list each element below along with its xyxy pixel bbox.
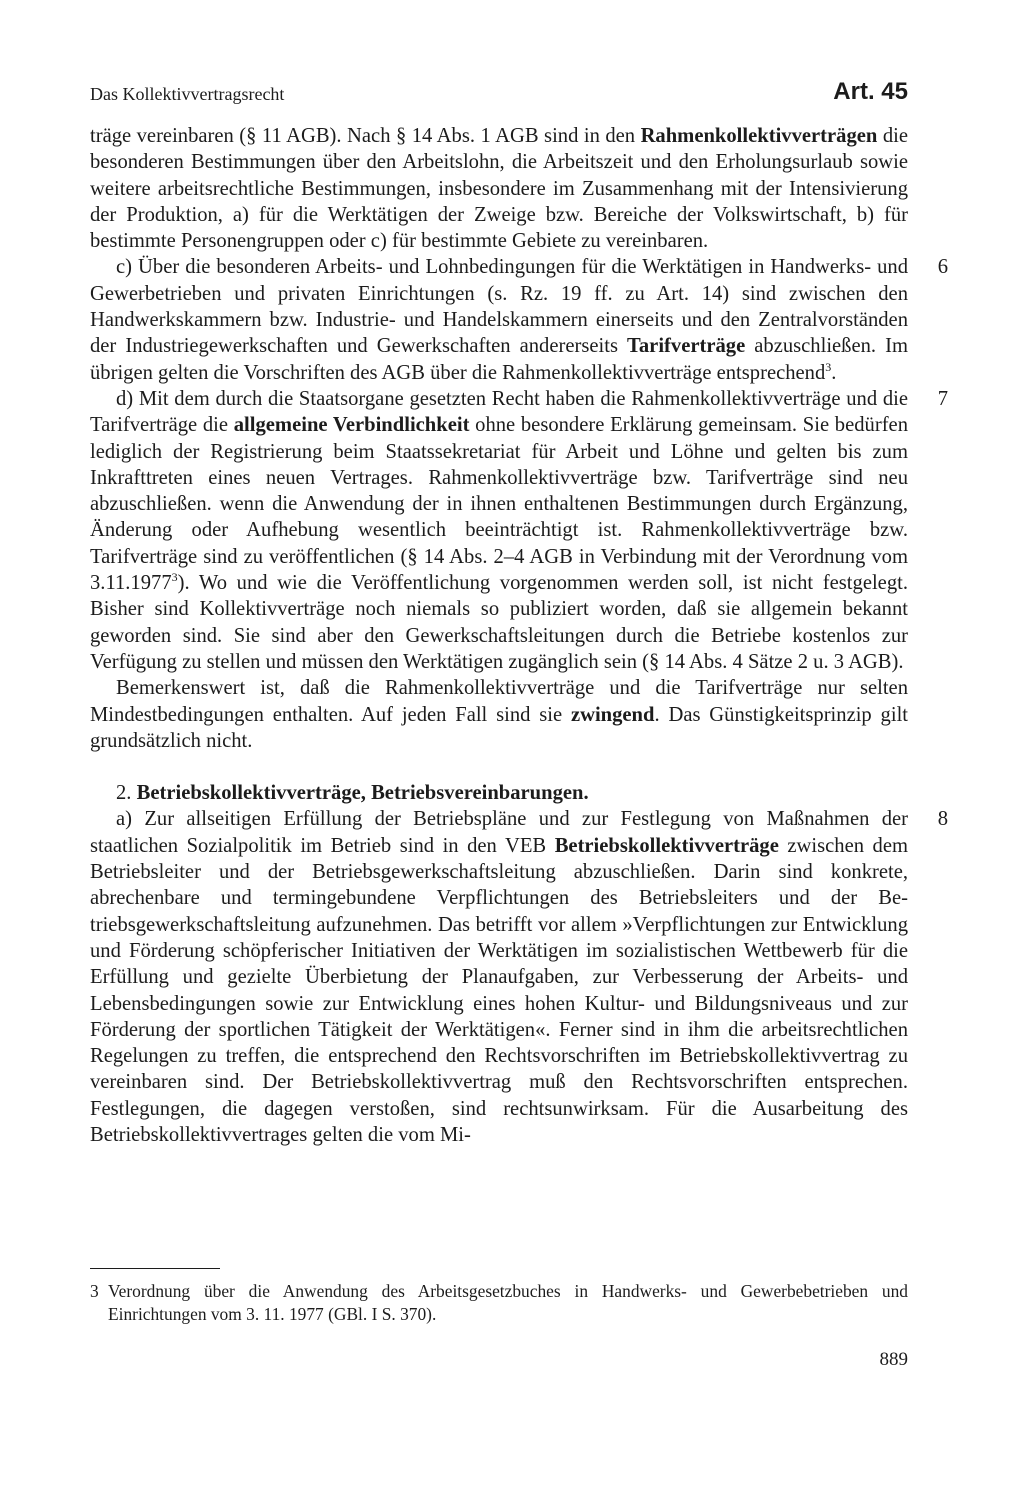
footnote-ref: 3	[171, 570, 178, 585]
page-number: 889	[879, 1349, 908, 1370]
footnote-label: 3	[90, 1281, 99, 1301]
footnote-ref: 3	[825, 359, 832, 374]
footnote	[90, 1280, 908, 1325]
running-header-article: Art. 45	[833, 78, 908, 105]
paragraph-2: 6 c) Über die besonderen Arbeits- und Lohnbedingungen für die Werktätigen in Handwerks- und Gewerbetrieben und privaten Einrichtungen (s. Rz. 19 ff. zu Art. 14) sind zwischen den Handwerkskammern bzw. Industrie- und Handelskammern einerseits und den Zentralvorständen der Industriegewerkschaften und Gewerkschaften andererseits Tarifverträge abzuschließen. Im übrigen gelten die Vorschriften des AGB über die Rahmenkollektivverträge entsprechend$^3$.	[90, 256, 948, 384]
term-allgemeine-verbindlichkeit: allgemeine Verbindlichkeit	[233, 414, 470, 437]
footnote-text: Verordnung über die Anwendung des Arbeitsgesetzbuches in Handwerks- und Gewerbebetrieben und Einrichtungen vom 3. 11. 1977 (GBl. I S. 370).	[108, 1281, 908, 1324]
paragraph-3: 7 d) Mit dem durch die Staatsorgane gesetzten Recht haben die Rahmenkollektivverträge und die Tarifverträge die allgemeine Verbindlichkeit ohne besondere Erklärung gemeinsam. Sie bedürfen lediglich der Registrierung beim Staatssekretariat für Arbeit und Löhne und gelten bis zum Inkrafttreten eines neuen Vertrages. Rahmenkollektivverträge bzw. Tarifverträge sind neu abzuschließen. wenn die Anwendung der in ihnen enthaltenen Bestimmungen durch Ergänzung, Änderung oder Aufhebung wesentlich beeinträchtigt ist. Rahmenkollektivverträge bzw. Tarifverträge sind zu veröffentlichen (§ 14 Abs. 2–4 AGB in Verbindung mit der Verordnung vom 3.11.1977$^3$). Wo und wie die Veröffentlichung vorgenommen werden soll, ist nicht festgelegt. Bisher sind Kollektivverträge noch niemals so publiziert worden, daß sie allgemein bekannt geworden sind. Sie sind aber den Gewerkschaftsleitungen durch die Betriebe kostenlos zur Verfügung zu stellen und müssen den Werktätigen zugänglich sein (§ 14 Abs. 4 Sätze 2 u. 3 AGB).	[90, 387, 948, 673]
paragraph-5: 8 a) Zur allseitigen Erfüllung der Betriebspläne und zur Festlegung von Maßnahmen der staatlichen Sozialpolitik im Betrieb sind in den VEB Betriebskollektivverträge zwischen dem Betriebsleiter und der Betriebsgewerkschaftsleitung abzuschließen. Darin sind konkrete, abrechenbare und termingebundene Verpflichtungen des Betriebsleiters und der Betriebsgewerkschaftsleitung aufzunehmen. Das betrifft vor allem »Verpflichtungen zur Entwicklung und Förderung schöpferischer Initiativen der Werktätigen im sozialistischen Wettbewerb für die Erfüllung und gezielte Überbietung der Planaufgaben, zur Verbesserung der Arbeits- und Lebensbedingungen sowie zur Entwicklung eines hohen Kultur- und Bildungsniveaus und zur Förderung der sportlichen Tätigkeit der Werktätigen«. Ferner sind in ihm die arbeitsrechtlichen Regelungen zu treffen, die entsprechend den Rechtsvorschriften im Betriebskollektivvertrag zu vereinbaren sind. Der Betriebskollektivvertrag muß den Rechtsvorschriften entsprechen. Festlegungen, die dagegen verstoßen, sind rechtsunwirksam. Für die Ausarbeitung des Betriebskollektivvertrages gelten die vom Mi-	[90, 808, 948, 1146]
margin-number: 8	[937, 808, 948, 831]
term-zwingend: zwingend	[570, 703, 655, 726]
term-tarifvertraege: Tarifverträge	[627, 335, 746, 358]
section-heading: 2. Betriebskollektivverträge, Betriebsvereinbarungen.	[116, 782, 589, 805]
body-text	[90, 123, 948, 1148]
margin-number: 7	[937, 387, 948, 410]
term-betriebskollektivvertraege: Betriebskollektivverträge	[554, 834, 779, 857]
paragraph-4: Bemerkenswert ist, daß die Rahmenkollektivverträge und die Tarifverträge nur selten Mindestbedingungen enthalten. Auf jeden Fall sind sie zwingend. Das Günstigkeitsprinzip gilt grundsätzlich nicht.	[90, 677, 909, 752]
section-gap	[90, 754, 908, 780]
paragraph-1: träge vereinbaren (§ 11 AGB). Nach § 14 Abs. 1 AGB sind in den Rahmenkollektivverträgen die besonderen Bestimmungen über den Arbeitslohn, die Arbeitszeit und den Erholungsurlaub sowie weitere arbeitsrechtliche Bestimmungen, insbesondere im Zusammenhang mit der Intensivierung der Produktion, a) für die Werktätigen der Zweige bzw. Bereiche der Volkswirtschaft, b) für bestimmte Personengruppen oder c) für bestimmte Gebiete zu vereinbaren.	[90, 125, 909, 253]
footnote-divider	[90, 1268, 220, 1269]
running-header-title: Das Kollektivvertragsrecht	[90, 84, 285, 104]
margin-number: 6	[937, 256, 948, 279]
term-rahmenkollektivvertraege: Rahmenkollektivverträgen	[640, 125, 878, 147]
